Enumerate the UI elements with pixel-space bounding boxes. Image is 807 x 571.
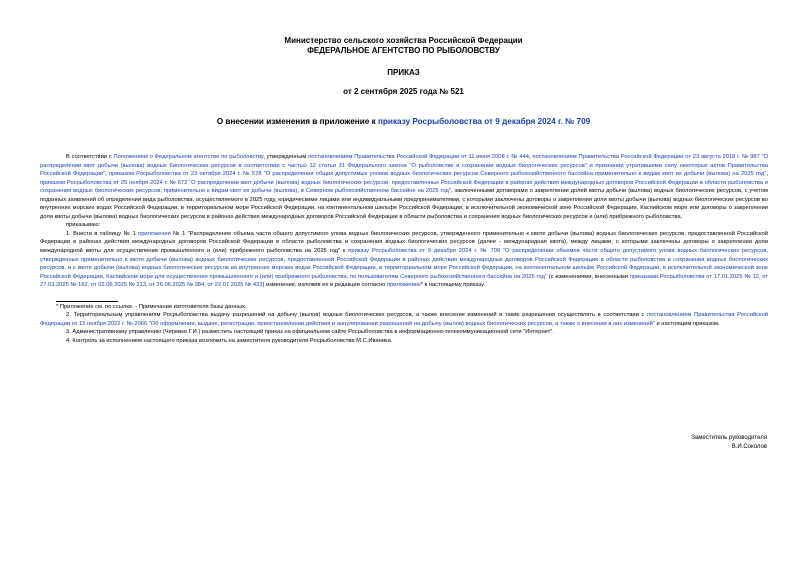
preamble-text-3: , [529, 154, 533, 160]
item-2-link-1[interactable]: постановлением Правительства Российской Федерации от 15 ноября 2022 г. № 2066 "Об оформлении, выдаче, регистрации, приостановлении действия и аннулировании разрешений на добычу (вылов) водных биологических ресурсов, а также о внесении в них изменений" [40, 312, 768, 327]
item-2-text-2: и настоящим приказом. [654, 320, 720, 327]
footnote-block [40, 303, 768, 312]
preamble-link-3[interactable]: постановлением Правительства Российской Федерации от 23 августа 2018 г. № 987 "О распределении квот добычи (вылова) водных биологических ресурсов в соответствии с частью 12 статьи 31 Федерального закона "О рыболовстве и сохранении водных биологических ресурсов" и признании утратившими силу некоторых актов Правительства Российской Федерации" [40, 154, 768, 178]
item-2-text-1: 2. Территориальным управлениям Росрыболовства выдачу разрешений на добычу (вылов) водных биологических ресурсов, а также внесение изменений в такие разрешения осуществлять в соответствии с [66, 312, 648, 319]
item-2-paragraph [40, 311, 768, 328]
ministry-name: Министерство сельского хозяйства Российской Федерации [284, 36, 523, 45]
order-word: приказываю: [66, 222, 101, 229]
item-1-link-2[interactable]: приказу Росрыболовства от 9 декабря 2024 г. № 709 "О распределении объемов части общего допустимого улова водных биологических ресурсов, утвержденных применительно к квоте добычи (вылова) водных биологических ресурсов, предоставленной Российской Федерации в районах действия международных договоров Российской Федерации в области рыболовства и сохранения водных биологических ресурсов, и к квоте добычи (вылова) водных биологических ресурсов во внутренних морских водах Российской Федерации, в территориальном море Российской Федерации, на континентальном шельфе Российской Федерации, в исключительной экономической зоне Российской Федерации, Каспийском море для осуществления промышленного и (или) прибрежного рыболовства, по пользователям Северного рыбохозяйственного бассейна на 2025 год" [40, 248, 768, 280]
document-title [0, 117, 807, 126]
item-1-link-4[interactable]: приложению [386, 282, 421, 289]
preamble-text-6: , заключенными договорами о закреплении долей квоты добычи (вылова) водных биологических ресурсов, с учетом поданных заявлений об определении вида рыболовства, осуществляемого в 2025 году, юридическими лицами или индивидуальными предпринимателями, с которыми заключены договоры о закреплении доли квоты добычи (вылова) водных биологических ресурсов во внутренних морских водах Российской Федерации, в территориальном море Российской Федерации, на континентальном шельфе Российской Федерации, в исключительной экономической зоне Российской Федерации, Каспийском море или договоры о закреплении доли квоты добычи (вылова) водных биологических ресурсов в районах действия международных договоров Российской Федерации в области рыболовства и сохранения водных биологических ресурсов и (или) прибрежного рыболовства, [40, 188, 768, 220]
item-4-paragraph: 4. Контроль за исполнением настоящего приказа возложить на заместителя руководителя Росрыболовства М.С.Иваника. [66, 337, 393, 344]
item-1-text-2: № 1 "Распределение объема части общего допустимого улова водных биологических ресурсов, утвержденного применительно к квоте добычи (вылова) водных биологических ресурсов, предоставленной Российской Федерации в районах действия международных договоров Российской Федерации в области рыболовства и сохранения водных биологических ресурсов (далее - международная квота), между лицами, с которыми заключены договоры о закреплении доли международной квоты для осуществления промышленного и (или) прибрежного рыболовства на 2025 год" к [40, 230, 768, 255]
item-1-text-5: * к настоящему приказу. [420, 282, 485, 289]
footnote-divider [56, 301, 118, 302]
preamble-text-2: , утвержденным [263, 154, 309, 160]
agency-name: ФЕДЕРАЛЬНОЕ АГЕНТСТВО ПО РЫБОЛОВСТВУ [307, 46, 500, 55]
item-1-text-3: (с изменениями, внесенными [547, 273, 630, 280]
preamble-text-4: , [105, 171, 109, 178]
item-1-paragraph [40, 230, 768, 290]
preamble-text-1: В соответствии с [66, 154, 114, 160]
preamble-paragraph [40, 153, 768, 221]
title-link[interactable]: приказу Росрыболовства от 9 декабря 2024 г. № 709 [377, 117, 591, 126]
preamble-link-4[interactable]: приказом Росрыболовства от 23 октября 2024 г. № 578 "О распределении общих допустимых уловов водных биологических ресурсов Северного рыбохозяйственного бассейна применительно к видам квот их добычи (вылова) на 2025 год" [108, 171, 767, 178]
preamble-link-2[interactable]: постановлением Правительства Российской Федерации от 11 июня 2008 г. № 444 [308, 154, 530, 160]
document-body [40, 153, 768, 345]
item-1-link-3[interactable]: приказами Росрыболовства от 17.01.2025 № 12, от 27.03.2025 № 162, от 02.06.2025 № 313, от 26.06.2025 № 384, от 22.07.2025 № 433 [40, 273, 769, 289]
preamble-text-5: , [766, 171, 768, 178]
spacer [40, 290, 768, 294]
item-1-text-4: ) изменение, изложив ее в редакции согласно [262, 282, 387, 289]
title-text: О внесении изменения в приложение к [216, 117, 378, 126]
preamble-link-1[interactable]: Положением о Федеральном агентстве по рыболовству [113, 154, 264, 160]
item-3-paragraph: 3. Административному управлению (Черевко Г.И.) разместить настоящий приказ на официальном сайте Росрыболовства в информационно-телекоммуникационной сети "Интернет". [66, 329, 554, 336]
signature-name: В.И.Соколов [731, 444, 767, 451]
item-1-link-1[interactable]: приложения [138, 230, 171, 237]
document-type: ПРИКАЗ [387, 68, 420, 77]
item-1-text-1: 1. Внести в таблицу № 1 [66, 230, 139, 237]
signature-block [691, 434, 767, 453]
footnote-text: * Приложение см. по ссылке. - Примечание изготовителя базы данных. [56, 303, 247, 310]
preamble-link-5[interactable]: приказом Росрыболовства от 25 ноября 2024 г. № 672 "О распределении квот добычи (вылова) водных биологических ресурсов, предоставленных Российской Федерации в районах действия международных договоров Российской Федерации в области рыболовства и сохранения водных биологических ресурсов, применительно к видам квот их добычи (вылова), в Северном рыбохозяйственном бассейне на 2025 год" [40, 179, 768, 195]
document-date-number: от 2 сентября 2025 года № 521 [343, 87, 464, 96]
signature-position: Заместитель руководителя [691, 435, 767, 441]
